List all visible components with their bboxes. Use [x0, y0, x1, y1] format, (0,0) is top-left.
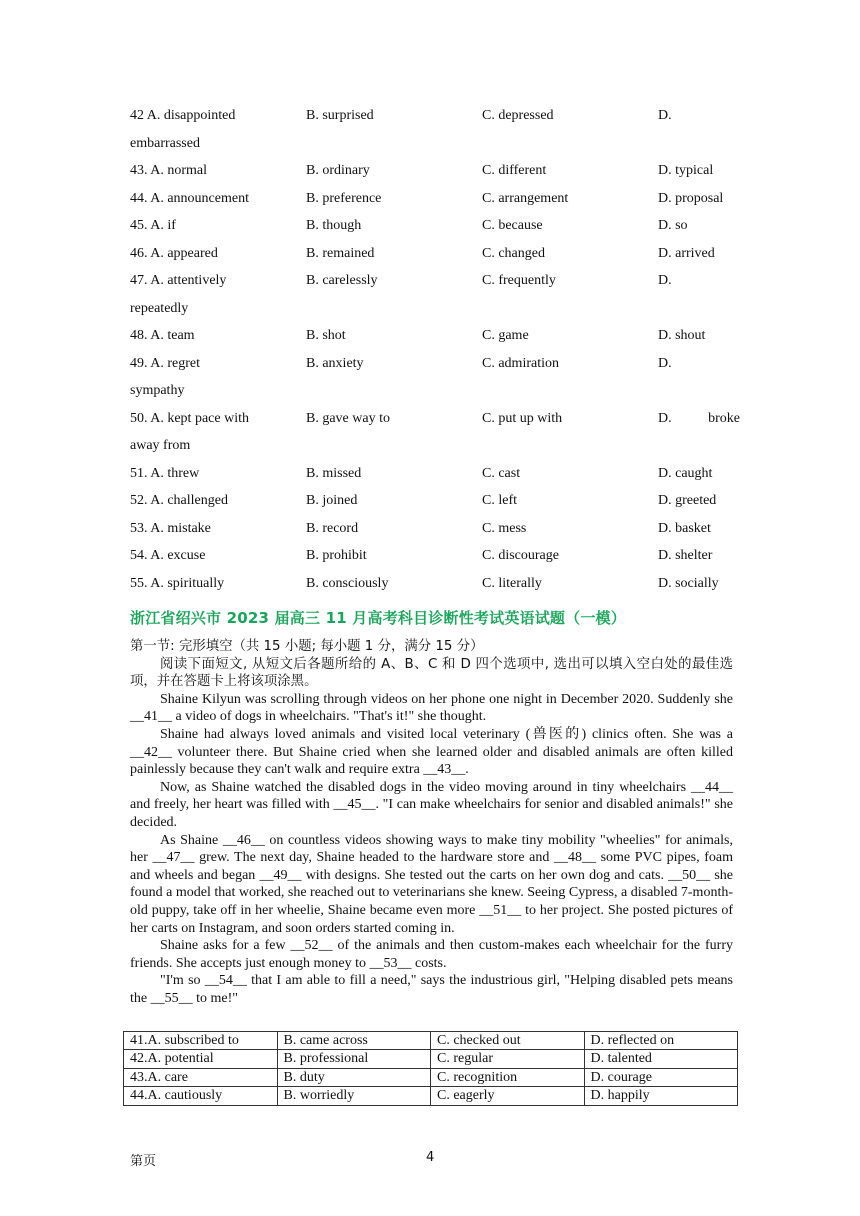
table-cell: D. reflected on [584, 1032, 738, 1050]
passage-paragraph: Shaine asks for a few __52__ of the animals and then custom-makes each wheelchair for the furry friends. She accepts just enough money to __53__ costs. [130, 938, 733, 971]
option-c: C. left [482, 493, 517, 508]
option-b: B. surprised [306, 108, 374, 123]
option-wrap-text: sympathy [130, 383, 185, 398]
option-d: D. shout [658, 328, 706, 343]
option-c: C. changed [482, 245, 545, 261]
table-row [124, 1032, 738, 1050]
option-d [658, 405, 740, 433]
option-a: 53. A. mistake [130, 520, 211, 536]
option-d: D. basket [658, 520, 711, 536]
option-d: D. caught [658, 465, 713, 481]
option-c: C. depressed [482, 108, 554, 123]
section-heading: 第一节: 完形填空（共 15 小题; 每小题 1 分，满分 15 分） [130, 639, 484, 654]
option-a: 50. A. kept pace with [130, 410, 249, 426]
option-c: C. literally [482, 575, 542, 591]
passage-paragraph: Shaine had always loved animals and visited local veterinary (兽医的) clinics often. She was a __42__ volunteer there. But Shaine cried when she learned older and disabled animals are often killed painlessly because they can't walk and require extra __43__. [130, 726, 733, 778]
option-d: D. so [658, 218, 688, 233]
option-d: D. proposal [658, 190, 724, 206]
table-cell: C. eagerly [431, 1087, 585, 1105]
option-a: 55. A. spiritually [130, 575, 225, 591]
table-cell: B. worriedly [277, 1087, 431, 1105]
option-b: B. missed [306, 465, 362, 481]
options-table [123, 1031, 738, 1106]
option-c: C. because [482, 218, 543, 233]
option-b: B. anxiety [306, 355, 364, 371]
option-d: D. shelter [658, 548, 713, 563]
option-row-49 [130, 350, 740, 405]
option-a: 46. A. appeared [130, 245, 218, 261]
option-a: 44. A. announcement [130, 190, 249, 206]
option-row-43 [130, 157, 740, 185]
passage-paragraph: As Shaine __46__ on countless videos showing ways to make tiny mobility "wheelies" for animals, her __47__ grew. The next day, Shaine headed to the hardware store and __48__ some PVC pipes, foam and wheels and began __49__ with designs. She tested out the carts on her own dog and cats. __50__ she found a model that worked, she reached out to veterinarians she knew. Seeing Cypress, a disabled 7-month-old puppy, take off in her wheelie, Shaine became even more __51__ to her project. She posted pictures of her carts on Instagram, and soon orders started coming in. [130, 832, 733, 936]
option-b: B. prohibit [306, 548, 367, 563]
cloze-passage [130, 638, 733, 1007]
footer-label: 第页 [130, 1154, 157, 1169]
option-b: B. carelessly [306, 273, 378, 288]
option-a: 54. A. excuse [130, 548, 206, 563]
page-number: 4 [426, 1150, 435, 1165]
table-cell: C. recognition [431, 1068, 585, 1086]
option-d: D. socially [658, 575, 719, 591]
option-a: 52. A. challenged [130, 493, 228, 508]
section-title: 浙江省绍兴市 2023 届高三 11 月高考科目诊断性考试英语试题（一模） [130, 609, 626, 627]
option-row-55 [130, 570, 740, 598]
table-cell: D. happily [584, 1087, 738, 1105]
option-a: 48. A. team [130, 328, 195, 343]
option-a: 42 A. disappointed [130, 108, 236, 123]
option-b: B. consciously [306, 575, 389, 591]
table-cell: D. talented [584, 1050, 738, 1068]
table-row [124, 1050, 738, 1068]
option-c: C. discourage [482, 548, 559, 563]
option-c: C. cast [482, 465, 521, 481]
option-row-53 [130, 515, 740, 543]
option-row-44 [130, 185, 740, 213]
option-row-50 [130, 405, 740, 460]
option-b: B. ordinary [306, 163, 370, 178]
option-c: C. game [482, 328, 529, 343]
option-row-52 [130, 487, 740, 515]
table-cell: 44.A. cautiously [124, 1087, 278, 1105]
option-b: B. joined [306, 493, 358, 508]
option-a: 49. A. regret [130, 355, 200, 371]
option-c: C. admiration [482, 355, 559, 371]
option-d: D. [658, 273, 672, 288]
option-wrap-text: repeatedly [130, 300, 189, 316]
options-list-42-55 [130, 102, 740, 597]
option-a: 47. A. attentively [130, 273, 227, 288]
option-d: D. greeted [658, 493, 717, 508]
option-b: B. shot [306, 328, 346, 343]
option-wrap-text: embarrassed [130, 135, 200, 151]
option-c: C. arrangement [482, 190, 569, 206]
table-cell: 43.A. care [124, 1068, 278, 1086]
option-c: C. frequently [482, 273, 556, 288]
option-c: C. different [482, 163, 547, 178]
option-b: B. preference [306, 190, 382, 206]
option-a: 51. A. threw [130, 465, 200, 481]
table-cell: B. duty [277, 1068, 431, 1086]
option-d: D. typical [658, 163, 714, 178]
option-c: C. mess [482, 520, 527, 536]
passage-paragraph: Now, as Shaine watched the disabled dogs in the video moving around in tiny wheelchairs __44__ and freely, her heart was filled with __45__. "I can make wheelchairs for senior and disabled animals!" she decided. [130, 779, 733, 830]
option-d: D. [658, 108, 672, 123]
table-row [124, 1068, 738, 1086]
table-cell: C. regular [431, 1050, 585, 1068]
option-row-48 [130, 322, 740, 350]
passage-paragraph: "I'm so __54__ that I am able to fill a need," says the industrious girl, "Helping disabled pets means the __55__ to me!" [130, 973, 733, 1006]
passage-paragraph: Shaine Kilyun was scrolling through videos on her phone one night in December 2020. Suddenly she __41__ a video of dogs in wheelchairs. "That's it!" she thought. [130, 691, 733, 725]
table-cell: B. came across [277, 1032, 431, 1050]
option-row-46 [130, 240, 740, 268]
option-a: 45. A. if [130, 218, 176, 233]
option-b: B. gave way to [306, 410, 390, 426]
option-d: D. [658, 355, 672, 371]
table-cell: D. courage [584, 1068, 738, 1086]
option-row-42 [130, 102, 740, 157]
option-b: B. record [306, 520, 359, 536]
option-d: D. arrived [658, 245, 715, 261]
option-a: 43. A. normal [130, 163, 207, 178]
table-cell: B. professional [277, 1050, 431, 1068]
instruction-text: 阅读下面短文, 从短文后各题所给的 A、B、C 和 D 四个选项中, 选出可以填入空白处的最佳选项，并在答题卡上将该项涂黑。 [130, 656, 733, 690]
option-d-letter: D. [658, 410, 672, 426]
option-d-text: broke [708, 410, 740, 426]
option-b: B. remained [306, 245, 375, 261]
table-cell: 42.A. potential [124, 1050, 278, 1068]
option-row-54 [130, 542, 740, 570]
table-cell: C. checked out [431, 1032, 585, 1050]
option-c: C. put up with [482, 410, 563, 426]
option-row-47 [130, 267, 740, 322]
table-row [124, 1087, 738, 1105]
table-cell: 41.A. subscribed to [124, 1032, 278, 1050]
option-row-45 [130, 212, 740, 240]
option-wrap-text: away from [130, 438, 191, 453]
option-row-51 [130, 460, 740, 488]
option-b: B. though [306, 218, 362, 233]
